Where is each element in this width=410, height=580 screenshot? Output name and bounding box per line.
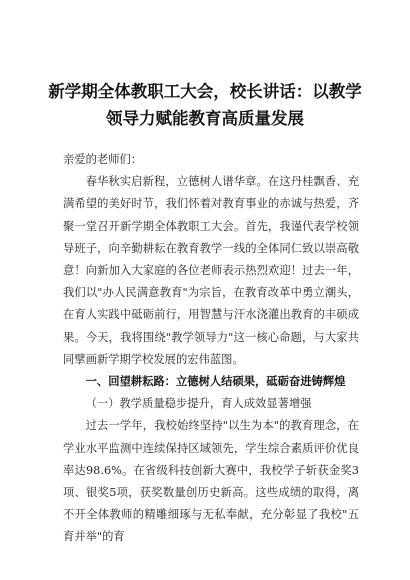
subsection-heading-1: （一）教学质量稳步提升，育人成效显著增强	[85, 397, 312, 411]
title-line-2: 领导力赋能教育高质量发展	[106, 109, 304, 128]
section-heading-1: 一、回望耕耘路：立德树人结硕果，砥砺奋进铸辉煌	[85, 375, 346, 389]
document-body	[63, 149, 359, 549]
paragraph-opening: 春华秋实启新程，立德树人谱华章。在这丹桂飘香、充满希望的美好时节，我们怀着对教育事业的赤诚与热爱，齐聚一堂召开新学期全体教职工大会。首先，我谨代表学校领导班子，向辛勤耕耘在教育教学一线的全体同仁致以崇高敬意！向新加入大家庭的各位老师表示热烈欢迎！过去一年，我们以"办人民满意教育"为宗旨，在教育改革中勇立潮头，在育人实践中砥砺前行，用智慧与汗水浇灌出教育的丰硕成果。今天，我将围绕"教学领导力"这一核心命题，与大家共同擘画新学期学校发展的宏伟蓝图。	[63, 175, 359, 366]
paragraph-teaching-quality: 过去一学年，我校始终坚持"以生为本"的教育理念，在学业水平监测中连续保持区域领先，学生综合素质评价优良率达98.6%。在省级科技创新大赛中，我校学子斩获金奖3项、银奖5项，获奖数量创历史新高。这些成绩的取得，离不开全体教师的精雕细琢与无私奉献，充分彰显了我校"五育并举"的育	[63, 419, 359, 544]
document-title	[40, 78, 370, 132]
salutation: 亲爱的老师们：	[63, 153, 143, 166]
title-line-1: 新学期全体教职工大会，校长讲话：以教学	[48, 82, 362, 101]
